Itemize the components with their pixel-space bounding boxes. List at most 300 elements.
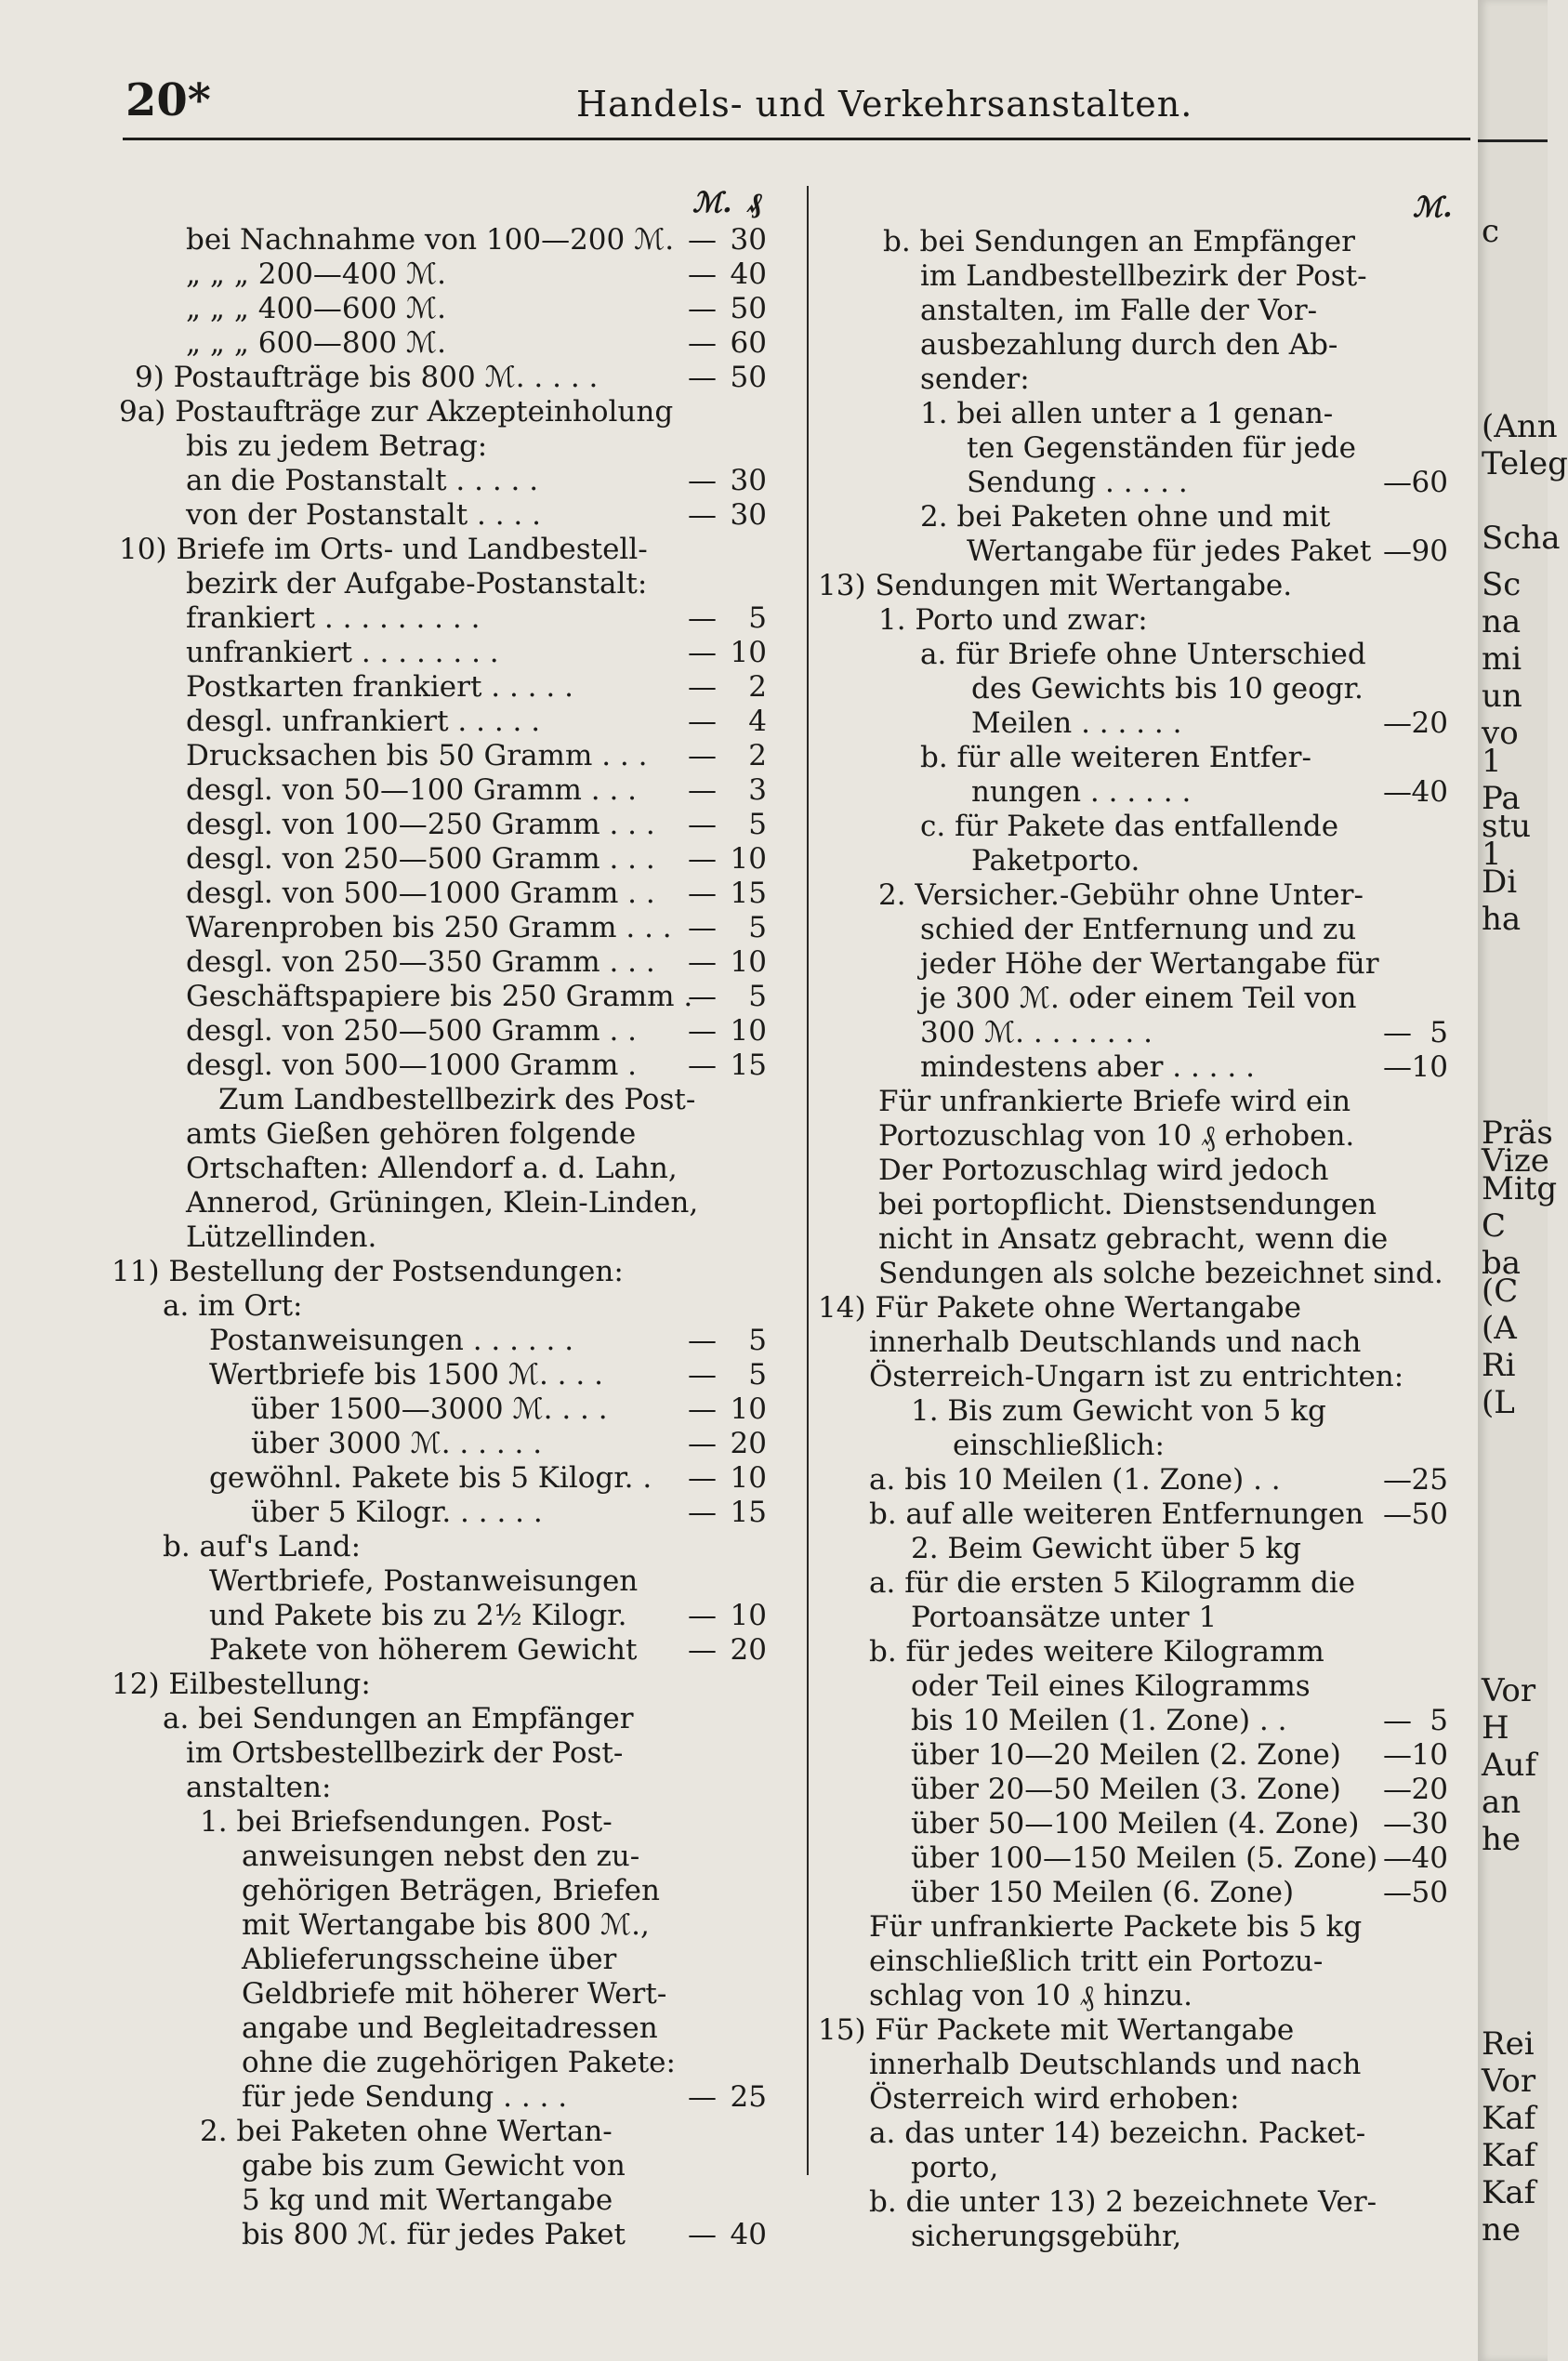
table-row (112, 567, 785, 601)
entry-text: von der Postanstalt . . . . (186, 498, 541, 532)
table-row (112, 1255, 785, 1289)
table-row (818, 569, 1469, 603)
entry-dash: — (1383, 534, 1412, 568)
table-row (818, 1497, 1469, 1532)
entry-text: schlag von 10 ₰ hinzu. (869, 1979, 1192, 2012)
table-row (818, 294, 1469, 328)
entry-dash: — (1383, 1773, 1412, 1806)
table-row (818, 982, 1469, 1016)
adjacent-text-fragment: an (1482, 1784, 1522, 1821)
entry-value: 20 (1411, 706, 1448, 740)
entry-text: 10) Briefe im Orts- und Landbestell- (119, 533, 648, 566)
table-row (112, 2080, 785, 2115)
entry-text: porto, (911, 2151, 999, 2184)
table-row (818, 2220, 1469, 2254)
entry-dash: — (688, 2218, 717, 2251)
page-title: Handels- und Verkehrsanstalten. (576, 84, 1193, 125)
table-row (818, 1773, 1469, 1807)
entry-dash: — (688, 1358, 717, 1392)
table-row (112, 1186, 785, 1220)
adjacent-text-fragment: Vor (1482, 2063, 1536, 2100)
entry-text: Portozuschlag von 10 ₰ erhoben. (878, 1119, 1355, 1153)
entry-text: 9) Postaufträge bis 800 ℳ. . . . . (135, 361, 599, 394)
adjacent-text-fragment: Pa (1482, 780, 1521, 817)
table-row (818, 1119, 1469, 1154)
entry-text: Geschäftspapiere bis 250 Gramm . (186, 980, 693, 1013)
entry-text: innerhalb Deutschlands und nach (869, 2048, 1362, 2081)
entry-dash: — (688, 1324, 717, 1357)
table-row (818, 466, 1469, 500)
entry-value: 5 (748, 601, 767, 635)
adjacent-text-fragment: Präs (1482, 1115, 1553, 1152)
table-row (818, 706, 1469, 741)
entry-text: an die Postanstalt . . . . . (186, 464, 539, 497)
entry-text: Wertbriefe, Postanweisungen (209, 1564, 639, 1598)
table-row (112, 292, 785, 326)
entry-dash: — (1383, 1738, 1412, 1772)
table-row (818, 878, 1469, 913)
entry-value: 10 (730, 945, 767, 979)
entry-text: 9a) Postaufträge zur Akzepteinholung (119, 395, 674, 429)
table-row (818, 1463, 1469, 1497)
table-row (112, 1083, 785, 1117)
entry-value: 10 (730, 1014, 767, 1048)
adjacent-text-fragment: (Ann (1482, 408, 1558, 445)
table-row (818, 1429, 1469, 1463)
entry-text: a. im Ort: (163, 1289, 303, 1323)
adjacent-text-fragment: Vize (1482, 1142, 1549, 1180)
table-row (112, 842, 785, 877)
table-row (818, 500, 1469, 534)
table-row (112, 1702, 785, 1736)
entry-text: über 1500—3000 ℳ. . . . (251, 1392, 608, 1426)
adjacent-text-fragment: vo (1482, 715, 1519, 752)
table-row (112, 533, 785, 567)
entry-dash: — (1383, 706, 1412, 740)
table-row (112, 1874, 785, 1908)
table-row (818, 638, 1469, 672)
table-row (112, 1771, 785, 1805)
entry-text: Zum Landbestellbezirk des Post- (218, 1083, 696, 1116)
entry-text: gehörigen Beträgen, Briefen (242, 1874, 660, 1907)
table-row (112, 2183, 785, 2218)
entry-text: Ablieferungsscheine über (242, 1943, 617, 1976)
table-row (112, 1736, 785, 1771)
table-row (112, 1633, 785, 1668)
entry-dash: — (688, 223, 717, 257)
entry-text: für jede Sendung . . . . (242, 2080, 568, 2114)
entry-text: angabe und Begleitadressen (242, 2011, 658, 2045)
entry-dash: — (688, 601, 717, 635)
table-row (112, 2218, 785, 2252)
entry-text: frankiert . . . . . . . . . (186, 601, 481, 635)
entry-value: 50 (730, 361, 767, 394)
table-row (818, 1016, 1469, 1050)
table-row (818, 1154, 1469, 1188)
entry-value: 15 (730, 877, 767, 910)
entry-text: b. bei Sendungen an Empfänger (883, 225, 1355, 258)
table-row (818, 1601, 1469, 1635)
entry-value: 40 (1411, 775, 1448, 809)
entry-text: über 150 Meilen (6. Zone) (911, 1876, 1295, 1909)
table-row (112, 464, 785, 498)
entry-dash: — (1383, 1016, 1412, 1049)
table-row (818, 2082, 1469, 2117)
entry-dash: — (688, 773, 717, 807)
entry-text: jeder Höhe der Wertangabe für (920, 947, 1379, 981)
entry-dash: — (688, 877, 717, 910)
entry-text: über 3000 ℳ. . . . . . (251, 1427, 543, 1460)
entry-dash: — (688, 464, 717, 497)
entry-text: bei Nachnahme von 100—200 ℳ. (186, 223, 675, 257)
table-row (112, 498, 785, 533)
entry-text: 2. Beim Gewicht über 5 kg (911, 1532, 1301, 1565)
entry-text: im Ortsbestellbezirk der Post- (186, 1736, 624, 1770)
entry-value: 25 (730, 2080, 767, 2114)
entry-text: gewöhnl. Pakete bis 5 Kilogr. . (209, 1461, 652, 1495)
entry-value: 50 (1411, 1497, 1448, 1531)
entry-value: 30 (730, 223, 767, 257)
adjacent-text-fragment: stu (1482, 808, 1532, 845)
mark-header: ℳ. (692, 187, 732, 219)
table-row (818, 2013, 1469, 2048)
entry-text: desgl. von 100—250 Gramm . . . (186, 808, 655, 841)
entry-text: 13) Sendungen mit Wertangabe. (818, 569, 1293, 602)
table-row (818, 1979, 1469, 2013)
table-row (818, 1257, 1469, 1291)
table-row (818, 1394, 1469, 1429)
entry-text: desgl. von 250—500 Gramm . . . (186, 842, 655, 876)
entry-value: 20 (730, 1633, 767, 1667)
entry-text: 1. bei allen unter a 1 genan- (920, 397, 1334, 430)
entry-dash: — (1383, 1841, 1412, 1875)
adjacent-rule (1478, 139, 1548, 142)
table-row (112, 1564, 785, 1599)
table-row (112, 1530, 785, 1564)
table-row (112, 1977, 785, 2011)
entry-text: über 100—150 Meilen (5. Zone) (911, 1841, 1378, 1875)
table-row (818, 1910, 1469, 1945)
table-row (112, 808, 785, 842)
entry-text: Lützellinden. (186, 1220, 377, 1254)
entry-dash: — (688, 705, 717, 738)
entry-value: 30 (730, 464, 767, 497)
entry-text: mindestens aber . . . . . (920, 1050, 1255, 1084)
entry-text: über 50—100 Meilen (4. Zone) (911, 1807, 1360, 1840)
entry-text: anstalten: (186, 1771, 332, 1804)
table-row (112, 636, 785, 670)
table-row (818, 741, 1469, 775)
adjacent-text-fragment: Auf (1482, 1747, 1537, 1784)
mark-header: ℳ. (1413, 191, 1453, 224)
table-row (818, 1738, 1469, 1773)
table-row (112, 1668, 785, 1702)
adjacent-text-fragment: Rei (1482, 2025, 1535, 2063)
entry-dash: — (1383, 1050, 1412, 1084)
table-row (818, 1222, 1469, 1257)
entry-dash: — (688, 739, 717, 772)
table-row (818, 810, 1469, 844)
entry-text: Paketporto. (971, 844, 1140, 877)
entry-value: 2 (748, 670, 767, 704)
entry-dash: — (688, 670, 717, 704)
entry-text: und Pakete bis zu 2½ Kilogr. (209, 1599, 627, 1632)
table-row (818, 259, 1469, 294)
adjacent-text-fragment: ba (1482, 1245, 1522, 1282)
table-row (818, 1050, 1469, 1085)
table-row (818, 947, 1469, 982)
entry-text: b. für jedes weitere Kilogramm (869, 1635, 1324, 1669)
table-row (818, 672, 1469, 706)
table-row (818, 1669, 1469, 1704)
table-row (818, 1291, 1469, 1326)
entry-text: ohne die zugehörigen Pakete: (242, 2046, 676, 2079)
entry-text: „ „ „ 600—800 ℳ. (186, 326, 446, 360)
table-row (112, 326, 785, 361)
entry-text: Wertangabe für jedes Paket (967, 534, 1372, 568)
table-row (112, 1324, 785, 1358)
table-row (112, 1289, 785, 1324)
currency-header (818, 191, 1469, 225)
entry-value: 20 (1411, 1773, 1448, 1806)
entry-text: einschließlich: (953, 1429, 1165, 1462)
entry-dash: — (688, 1633, 717, 1667)
entry-text: a. bei Sendungen an Empfänger (163, 1702, 634, 1735)
entry-text: über 20—50 Meilen (3. Zone) (911, 1773, 1341, 1806)
entry-text: bis 10 Meilen (1. Zone) . . (911, 1704, 1287, 1737)
entry-text: sender: (920, 363, 1030, 396)
adjacent-text-fragment: Ri (1482, 1347, 1516, 1384)
entry-dash: — (1383, 775, 1412, 809)
entry-value: 30 (730, 498, 767, 532)
entry-text: bei portopflicht. Dienstsendungen (878, 1188, 1377, 1221)
adjacent-text-fragment: (C (1482, 1273, 1519, 1310)
entry-value: 60 (730, 326, 767, 360)
entry-text: sicherungsgebühr, (911, 2220, 1182, 2253)
adjacent-text-fragment: Di (1482, 864, 1518, 901)
adjacent-text-fragment: H (1482, 1709, 1509, 1747)
entry-text: Österreich wird erhoben: (869, 2082, 1240, 2116)
entry-text: 1. Porto und zwar: (878, 603, 1148, 637)
entry-value: 15 (730, 1496, 767, 1529)
table-row (112, 1014, 785, 1049)
entry-text: nicht in Ansatz gebracht, wenn die (878, 1222, 1389, 1256)
entry-text: 1. bei Briefsendungen. Post- (200, 1805, 613, 1839)
table-row (818, 1326, 1469, 1360)
entry-dash: — (1383, 1463, 1412, 1497)
table-row (112, 1840, 785, 1874)
entry-value: 30 (1411, 1807, 1448, 1840)
table-row (818, 2185, 1469, 2220)
entry-text: a. bis 10 Meilen (1. Zone) . . (869, 1463, 1281, 1497)
adjacent-text-fragment: Scha (1482, 520, 1561, 557)
entry-text: unfrankiert . . . . . . . . (186, 636, 499, 669)
entry-text: innerhalb Deutschlands und nach (869, 1326, 1362, 1359)
entry-text: bezirk der Aufgabe-Postanstalt: (186, 567, 648, 600)
entry-dash: — (688, 808, 717, 841)
entry-text: einschließlich tritt ein Portozu- (869, 1945, 1324, 1978)
adjacent-text-fragment: Kaf (1482, 2100, 1536, 2137)
table-row (112, 1427, 785, 1461)
entry-dash: — (1383, 1704, 1412, 1737)
entry-value: 25 (1411, 1463, 1448, 1497)
adjacent-text-fragment: (L (1482, 1384, 1515, 1421)
table-row (818, 1945, 1469, 1979)
entry-text: Warenproben bis 250 Gramm . . . (186, 911, 672, 944)
table-row (818, 1841, 1469, 1876)
adjacent-text-fragment: Vor (1482, 1672, 1536, 1709)
entry-text: bis 800 ℳ. für jedes Paket (242, 2218, 626, 2251)
table-row (112, 1599, 785, 1633)
entry-text: oder Teil eines Kilogramms (911, 1669, 1311, 1703)
table-row (112, 223, 785, 257)
entry-text: ausbezahlung durch den Ab- (920, 328, 1338, 362)
entry-value: 5 (748, 1324, 767, 1357)
entry-value: 10 (1411, 1738, 1448, 1772)
entry-value: 15 (730, 1049, 767, 1082)
entry-value: 5 (748, 808, 767, 841)
entry-text: des Gewichts bis 10 geogr. (971, 672, 1364, 706)
entry-text: desgl. von 250—500 Gramm . . (186, 1014, 638, 1048)
adjacent-text-fragment: c (1482, 213, 1500, 250)
entry-dash: — (688, 1496, 717, 1529)
entry-text: Pakete von höherem Gewicht (209, 1633, 638, 1667)
entry-dash: — (688, 842, 717, 876)
entry-text: 14) Für Pakete ohne Wertangabe (818, 1291, 1301, 1325)
table-row (112, 1220, 785, 1255)
entry-value: 20 (730, 1427, 767, 1460)
entry-value: 10 (730, 842, 767, 876)
table-row (112, 2011, 785, 2046)
entry-value: 10 (730, 1392, 767, 1426)
adjacent-text-fragment: mi (1482, 640, 1522, 678)
table-row (112, 739, 785, 773)
entry-dash: — (688, 361, 717, 394)
entry-text: desgl. von 500—1000 Gramm . . (186, 877, 655, 910)
entry-text: je 300 ℳ. oder einem Teil von (920, 982, 1357, 1015)
adjacent-text-fragment: ha (1482, 901, 1522, 938)
entry-dash: — (1383, 466, 1412, 499)
table-row (818, 328, 1469, 363)
entry-text: gabe bis zum Gewicht von (242, 2149, 626, 2183)
entry-text: nungen . . . . . . (971, 775, 1192, 809)
adjacent-page-edge (1478, 0, 1568, 2361)
table-row (818, 431, 1469, 466)
entry-dash: — (688, 257, 717, 291)
table-row (818, 1704, 1469, 1738)
entry-text: 1. Bis zum Gewicht von 5 kg (911, 1394, 1326, 1428)
entry-dash: — (688, 911, 717, 944)
entry-text: b. auf's Land: (163, 1530, 362, 1563)
table-row (818, 363, 1469, 397)
entry-value: 5 (1430, 1016, 1448, 1049)
adjacent-text-fragment: Kaf (1482, 2174, 1536, 2211)
entry-text: Postkarten frankiert . . . . . (186, 670, 573, 704)
entry-value: 10 (730, 1599, 767, 1632)
entry-text: 11) Bestellung der Postsendungen: (112, 1255, 624, 1288)
entry-dash: — (1383, 1807, 1412, 1840)
entry-value: 3 (748, 773, 767, 807)
entry-text: Für unfrankierte Packete bis 5 kg (869, 1910, 1363, 1944)
entry-value: 10 (1411, 1050, 1448, 1084)
entry-text: 12) Eilbestellung: (112, 1668, 371, 1701)
table-row (818, 1807, 1469, 1841)
entry-dash: — (688, 2080, 717, 2114)
table-row (818, 534, 1469, 569)
entry-text: Meilen . . . . . . (971, 706, 1182, 740)
table-row (112, 1461, 785, 1496)
entry-text: desgl. von 500—1000 Gramm . (186, 1049, 638, 1082)
table-row (112, 705, 785, 739)
entry-text: desgl. von 250—350 Gramm . . . (186, 945, 655, 979)
entry-text: Sendung . . . . . (967, 466, 1188, 499)
table-row (112, 2115, 785, 2149)
entry-text: b. für alle weiteren Entfer- (920, 741, 1311, 774)
adjacent-text-fragment: Mitg (1482, 1170, 1558, 1207)
entry-text: anstalten, im Falle der Vor- (920, 294, 1318, 327)
adjacent-text-fragment: C (1482, 1207, 1507, 1245)
table-row (112, 1908, 785, 1943)
entry-value: 5 (748, 980, 767, 1013)
entry-value: 50 (1411, 1876, 1448, 1909)
column-divider (807, 186, 809, 2175)
table-row (112, 1358, 785, 1392)
entry-text: Österreich-Ungarn ist zu entrichten: (869, 1360, 1404, 1393)
table-row (112, 911, 785, 945)
entry-text: Geldbriefe mit höherer Wert- (242, 1977, 667, 2011)
entry-text: amts Gießen gehören folgende (186, 1117, 637, 1151)
table-row (112, 945, 785, 980)
table-row (818, 913, 1469, 947)
entry-dash: — (688, 1427, 717, 1460)
table-row (818, 1532, 1469, 1566)
table-row (112, 2046, 785, 2080)
table-row (112, 257, 785, 292)
entry-value: 5 (748, 1358, 767, 1392)
table-row (112, 395, 785, 429)
entry-text: 2. Versicher.-Gebühr ohne Unter- (878, 878, 1364, 912)
table-row (112, 773, 785, 808)
table-row (818, 1085, 1469, 1119)
page-number: 20* (125, 74, 211, 126)
entry-text: desgl. unfrankiert . . . . . (186, 705, 541, 738)
entry-text: 15) Für Packete mit Wertangabe (818, 2013, 1295, 2047)
entry-text: „ „ „ 200—400 ℳ. (186, 257, 446, 291)
table-row (818, 775, 1469, 810)
entry-dash: — (688, 1599, 717, 1632)
table-row (112, 980, 785, 1014)
left-column (112, 186, 785, 2252)
adjacent-text-fragment: Teleg (1482, 445, 1568, 482)
entry-text: Portoansätze unter 1 (911, 1601, 1218, 1634)
entry-text: 5 kg und mit Wertangabe (242, 2183, 613, 2217)
table-row (818, 225, 1469, 259)
entry-value: 40 (730, 2218, 767, 2251)
entry-dash: — (688, 292, 717, 325)
entry-value: 40 (1411, 1841, 1448, 1875)
entry-text: „ „ „ 400—600 ℳ. (186, 292, 446, 325)
adjacent-text-fragment: (A (1482, 1310, 1517, 1347)
entry-value: 5 (748, 911, 767, 944)
table-row (818, 1566, 1469, 1601)
entry-text: b. die unter 13) 2 bezeichnete Ver- (869, 2185, 1377, 2219)
entry-text: ten Gegenständen für jede (967, 431, 1356, 465)
entry-dash: — (688, 636, 717, 669)
entry-text: anweisungen nebst den zu- (242, 1840, 640, 1873)
entry-value: 4 (748, 705, 767, 738)
table-row (818, 1635, 1469, 1669)
adjacent-text-fragment: Sc (1482, 566, 1522, 603)
